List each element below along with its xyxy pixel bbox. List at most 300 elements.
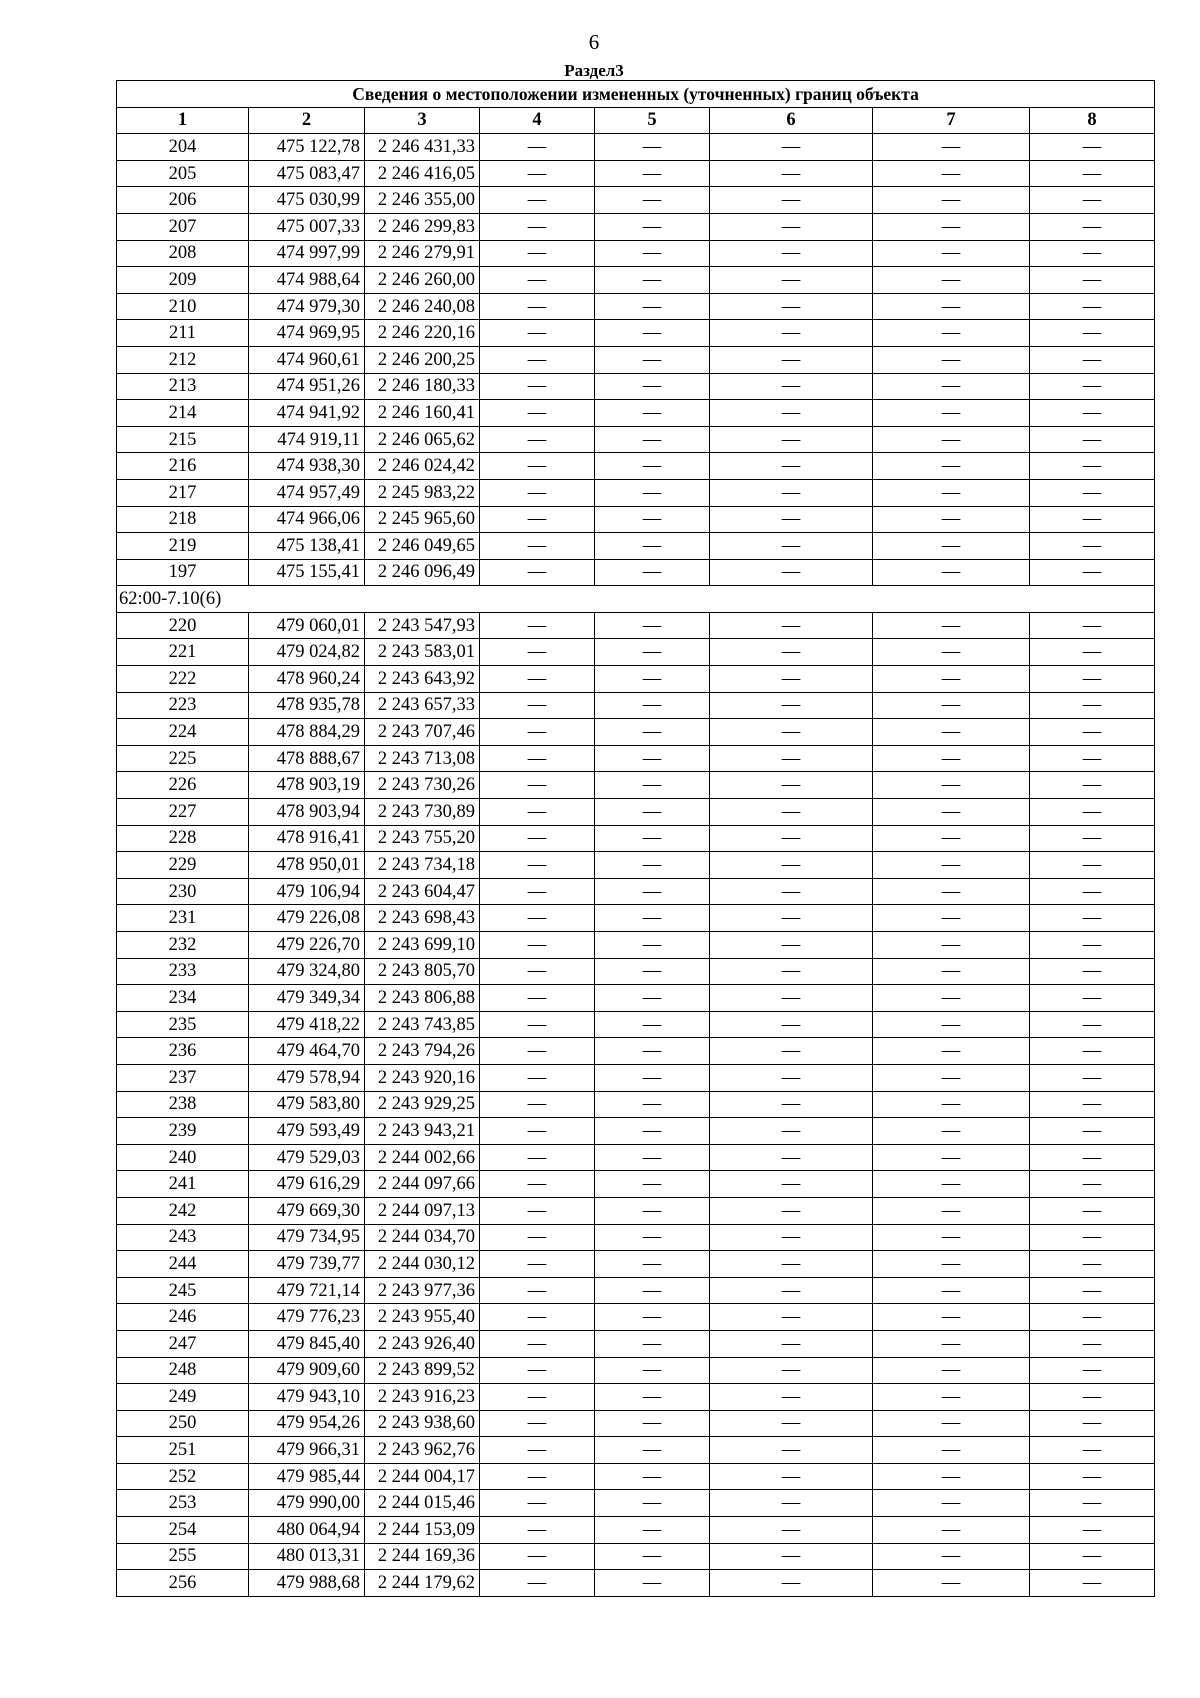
empty-mark-cell: —: [480, 1437, 595, 1464]
y-coordinate-cell: 2 244 030,12: [365, 1251, 480, 1278]
table-head: [117, 81, 1155, 134]
empty-mark-cell: —: [595, 240, 710, 267]
point-number-cell: 218: [117, 506, 249, 533]
empty-mark-cell: —: [1030, 346, 1155, 373]
x-coordinate-cell: 479 324,80: [249, 958, 365, 985]
point-number-cell: 239: [117, 1118, 249, 1145]
empty-mark-cell: —: [595, 639, 710, 666]
empty-mark-cell: —: [873, 1064, 1030, 1091]
empty-mark-cell: —: [710, 1171, 873, 1198]
table-row: [117, 878, 1155, 905]
table-row: [117, 1490, 1155, 1517]
x-coordinate-cell: 474 979,30: [249, 293, 365, 320]
empty-mark-cell: —: [480, 719, 595, 746]
empty-mark-cell: —: [710, 479, 873, 506]
x-coordinate-cell: 478 916,41: [249, 825, 365, 852]
table-row: [117, 1197, 1155, 1224]
table-body: [117, 134, 1155, 1597]
empty-mark-cell: —: [595, 1197, 710, 1224]
empty-mark-cell: —: [873, 453, 1030, 480]
table-row: [117, 1038, 1155, 1065]
empty-mark-cell: —: [710, 1277, 873, 1304]
column-header-6: 6: [710, 107, 873, 134]
empty-mark-cell: —: [1030, 932, 1155, 959]
empty-mark-cell: —: [873, 160, 1030, 187]
y-coordinate-cell: 2 246 096,49: [365, 559, 480, 586]
empty-mark-cell: —: [480, 506, 595, 533]
x-coordinate-cell: 474 951,26: [249, 373, 365, 400]
x-coordinate-cell: 479 106,94: [249, 878, 365, 905]
x-coordinate-cell: 478 950,01: [249, 852, 365, 879]
empty-mark-cell: —: [710, 400, 873, 427]
y-coordinate-cell: 2 244 097,13: [365, 1197, 480, 1224]
y-coordinate-cell: 2 243 734,18: [365, 852, 480, 879]
empty-mark-cell: —: [480, 1091, 595, 1118]
empty-mark-cell: —: [595, 1330, 710, 1357]
empty-mark-cell: —: [595, 1251, 710, 1278]
x-coordinate-cell: 475 122,78: [249, 134, 365, 161]
empty-mark-cell: —: [1030, 1357, 1155, 1384]
y-coordinate-cell: 2 246 416,05: [365, 160, 480, 187]
empty-mark-cell: —: [595, 1357, 710, 1384]
empty-mark-cell: —: [595, 1543, 710, 1570]
x-coordinate-cell: 474 966,06: [249, 506, 365, 533]
empty-mark-cell: —: [480, 293, 595, 320]
empty-mark-cell: —: [710, 1384, 873, 1411]
empty-mark-cell: —: [710, 1011, 873, 1038]
point-number-cell: 236: [117, 1038, 249, 1065]
empty-mark-cell: —: [480, 373, 595, 400]
x-coordinate-cell: 478 888,67: [249, 745, 365, 772]
empty-mark-cell: —: [480, 1144, 595, 1171]
empty-mark-cell: —: [873, 932, 1030, 959]
table-row: [117, 559, 1155, 586]
point-number-cell: 217: [117, 479, 249, 506]
empty-mark-cell: —: [1030, 1277, 1155, 1304]
empty-mark-cell: —: [873, 267, 1030, 294]
empty-mark-cell: —: [710, 1437, 873, 1464]
empty-mark-cell: —: [710, 1091, 873, 1118]
empty-mark-cell: —: [480, 1038, 595, 1065]
empty-mark-cell: —: [1030, 213, 1155, 240]
empty-mark-cell: —: [710, 1064, 873, 1091]
x-coordinate-cell: 479 226,70: [249, 932, 365, 959]
point-number-cell: 207: [117, 213, 249, 240]
empty-mark-cell: —: [595, 479, 710, 506]
empty-mark-cell: —: [873, 745, 1030, 772]
empty-mark-cell: —: [480, 1277, 595, 1304]
empty-mark-cell: —: [595, 267, 710, 294]
x-coordinate-cell: 479 464,70: [249, 1038, 365, 1065]
empty-mark-cell: —: [1030, 825, 1155, 852]
empty-mark-cell: —: [480, 1197, 595, 1224]
x-coordinate-cell: 475 155,41: [249, 559, 365, 586]
empty-mark-cell: —: [710, 1410, 873, 1437]
x-coordinate-cell: 479 966,31: [249, 1437, 365, 1464]
empty-mark-cell: —: [1030, 1410, 1155, 1437]
table-row: [117, 825, 1155, 852]
y-coordinate-cell: 2 246 160,41: [365, 400, 480, 427]
y-coordinate-cell: 2 243 713,08: [365, 745, 480, 772]
empty-mark-cell: —: [710, 1357, 873, 1384]
point-number-cell: 223: [117, 692, 249, 719]
point-number-cell: 229: [117, 852, 249, 879]
point-number-cell: 253: [117, 1490, 249, 1517]
table-row: [117, 1251, 1155, 1278]
empty-mark-cell: —: [595, 1304, 710, 1331]
empty-mark-cell: —: [873, 506, 1030, 533]
point-number-cell: 241: [117, 1171, 249, 1198]
table-row: [117, 160, 1155, 187]
point-number-cell: 220: [117, 612, 249, 639]
page-number: 6: [588, 30, 600, 54]
empty-mark-cell: —: [595, 799, 710, 826]
x-coordinate-cell: 479 024,82: [249, 639, 365, 666]
empty-mark-cell: —: [480, 666, 595, 693]
point-number-cell: 211: [117, 320, 249, 347]
empty-mark-cell: —: [480, 240, 595, 267]
y-coordinate-cell: 2 243 920,16: [365, 1064, 480, 1091]
empty-mark-cell: —: [595, 825, 710, 852]
x-coordinate-cell: 479 734,95: [249, 1224, 365, 1251]
point-number-cell: 246: [117, 1304, 249, 1331]
y-coordinate-cell: 2 243 806,88: [365, 985, 480, 1012]
y-coordinate-cell: 2 243 938,60: [365, 1410, 480, 1437]
empty-mark-cell: —: [595, 1437, 710, 1464]
empty-mark-cell: —: [595, 612, 710, 639]
empty-mark-cell: —: [480, 932, 595, 959]
empty-mark-cell: —: [480, 1570, 595, 1597]
empty-mark-cell: —: [710, 533, 873, 560]
y-coordinate-cell: 2 246 220,16: [365, 320, 480, 347]
point-number-cell: 230: [117, 878, 249, 905]
x-coordinate-cell: 480 013,31: [249, 1543, 365, 1570]
x-coordinate-cell: 479 776,23: [249, 1304, 365, 1331]
empty-mark-cell: —: [595, 134, 710, 161]
table-row: [117, 932, 1155, 959]
empty-mark-cell: —: [873, 639, 1030, 666]
empty-mark-cell: —: [710, 692, 873, 719]
empty-mark-cell: —: [1030, 160, 1155, 187]
point-number-cell: 237: [117, 1064, 249, 1091]
empty-mark-cell: —: [1030, 666, 1155, 693]
empty-mark-cell: —: [595, 772, 710, 799]
empty-mark-cell: —: [710, 666, 873, 693]
point-number-cell: 234: [117, 985, 249, 1012]
empty-mark-cell: —: [1030, 1251, 1155, 1278]
empty-mark-cell: —: [1030, 905, 1155, 932]
y-coordinate-cell: 2 243 547,93: [365, 612, 480, 639]
y-coordinate-cell: 2 243 794,26: [365, 1038, 480, 1065]
empty-mark-cell: —: [710, 852, 873, 879]
empty-mark-cell: —: [710, 958, 873, 985]
y-coordinate-cell: 2 246 355,00: [365, 187, 480, 214]
empty-mark-cell: —: [873, 1011, 1030, 1038]
group-label: 62:00-7.10(6): [117, 586, 1155, 613]
column-header-8: 8: [1030, 107, 1155, 134]
empty-mark-cell: —: [710, 745, 873, 772]
empty-mark-cell: —: [480, 1463, 595, 1490]
table-row: [117, 240, 1155, 267]
empty-mark-cell: —: [873, 825, 1030, 852]
empty-mark-cell: —: [595, 187, 710, 214]
empty-mark-cell: —: [873, 1437, 1030, 1464]
empty-mark-cell: —: [1030, 1570, 1155, 1597]
point-number-cell: 212: [117, 346, 249, 373]
empty-mark-cell: —: [873, 799, 1030, 826]
empty-mark-cell: —: [1030, 187, 1155, 214]
y-coordinate-cell: 2 245 965,60: [365, 506, 480, 533]
x-coordinate-cell: 479 943,10: [249, 1384, 365, 1411]
table-row: [117, 1410, 1155, 1437]
empty-mark-cell: —: [480, 799, 595, 826]
empty-mark-cell: —: [480, 267, 595, 294]
x-coordinate-cell: 479 616,29: [249, 1171, 365, 1198]
empty-mark-cell: —: [1030, 1517, 1155, 1544]
empty-mark-cell: —: [595, 905, 710, 932]
empty-mark-cell: —: [595, 692, 710, 719]
y-coordinate-cell: 2 243 743,85: [365, 1011, 480, 1038]
empty-mark-cell: —: [873, 719, 1030, 746]
empty-mark-cell: —: [710, 612, 873, 639]
empty-mark-cell: —: [710, 213, 873, 240]
empty-mark-cell: —: [1030, 1038, 1155, 1065]
empty-mark-cell: —: [873, 559, 1030, 586]
table-row: [117, 1570, 1155, 1597]
empty-mark-cell: —: [480, 160, 595, 187]
empty-mark-cell: —: [480, 1517, 595, 1544]
y-coordinate-cell: 2 243 643,92: [365, 666, 480, 693]
empty-mark-cell: —: [1030, 1543, 1155, 1570]
x-coordinate-cell: 479 583,80: [249, 1091, 365, 1118]
empty-mark-cell: —: [873, 1330, 1030, 1357]
empty-mark-cell: —: [1030, 453, 1155, 480]
empty-mark-cell: —: [595, 958, 710, 985]
x-coordinate-cell: 474 938,30: [249, 453, 365, 480]
empty-mark-cell: —: [595, 400, 710, 427]
table-row: [117, 1517, 1155, 1544]
empty-mark-cell: —: [480, 878, 595, 905]
empty-mark-cell: —: [873, 905, 1030, 932]
x-coordinate-cell: 478 935,78: [249, 692, 365, 719]
table-row: [117, 1171, 1155, 1198]
empty-mark-cell: —: [873, 1490, 1030, 1517]
y-coordinate-cell: 2 246 065,62: [365, 426, 480, 453]
empty-mark-cell: —: [710, 878, 873, 905]
table-row: [117, 1437, 1155, 1464]
empty-mark-cell: —: [873, 1463, 1030, 1490]
empty-mark-cell: —: [480, 745, 595, 772]
x-coordinate-cell: 474 919,11: [249, 426, 365, 453]
empty-mark-cell: —: [710, 905, 873, 932]
point-number-cell: 245: [117, 1277, 249, 1304]
empty-mark-cell: —: [873, 692, 1030, 719]
y-coordinate-cell: 2 246 260,00: [365, 267, 480, 294]
empty-mark-cell: —: [710, 825, 873, 852]
empty-mark-cell: —: [873, 1517, 1030, 1544]
empty-mark-cell: —: [710, 1517, 873, 1544]
empty-mark-cell: —: [710, 1543, 873, 1570]
y-coordinate-cell: 2 243 955,40: [365, 1304, 480, 1331]
point-number-cell: 238: [117, 1091, 249, 1118]
empty-mark-cell: —: [873, 1118, 1030, 1145]
empty-mark-cell: —: [1030, 1144, 1155, 1171]
table-row: [117, 267, 1155, 294]
empty-mark-cell: —: [1030, 745, 1155, 772]
empty-mark-cell: —: [710, 772, 873, 799]
point-number-cell: 248: [117, 1357, 249, 1384]
empty-mark-cell: —: [480, 639, 595, 666]
empty-mark-cell: —: [595, 1038, 710, 1065]
table-row: [117, 905, 1155, 932]
table-row: [117, 1064, 1155, 1091]
empty-mark-cell: —: [480, 1384, 595, 1411]
table-row: [117, 612, 1155, 639]
point-number-cell: 227: [117, 799, 249, 826]
y-coordinate-cell: 2 243 929,25: [365, 1091, 480, 1118]
table-row: [117, 1118, 1155, 1145]
empty-mark-cell: —: [873, 852, 1030, 879]
table-row: [117, 1144, 1155, 1171]
x-coordinate-cell: 480 064,94: [249, 1517, 365, 1544]
point-number-cell: 254: [117, 1517, 249, 1544]
empty-mark-cell: —: [480, 1357, 595, 1384]
empty-mark-cell: —: [480, 692, 595, 719]
empty-mark-cell: —: [1030, 852, 1155, 879]
y-coordinate-cell: 2 243 962,76: [365, 1437, 480, 1464]
table-row: [117, 293, 1155, 320]
table-row: [117, 453, 1155, 480]
empty-mark-cell: —: [1030, 1171, 1155, 1198]
y-coordinate-cell: 2 246 180,33: [365, 373, 480, 400]
empty-mark-cell: —: [1030, 267, 1155, 294]
empty-mark-cell: —: [873, 985, 1030, 1012]
y-coordinate-cell: 2 244 002,66: [365, 1144, 480, 1171]
column-header-1: 1: [117, 107, 249, 134]
empty-mark-cell: —: [873, 426, 1030, 453]
table-row: [117, 134, 1155, 161]
empty-mark-cell: —: [873, 612, 1030, 639]
empty-mark-cell: —: [710, 320, 873, 347]
empty-mark-cell: —: [1030, 799, 1155, 826]
empty-mark-cell: —: [873, 346, 1030, 373]
y-coordinate-cell: 2 243 698,43: [365, 905, 480, 932]
empty-mark-cell: —: [595, 559, 710, 586]
empty-mark-cell: —: [873, 666, 1030, 693]
empty-mark-cell: —: [595, 932, 710, 959]
table-row: [117, 799, 1155, 826]
empty-mark-cell: —: [873, 134, 1030, 161]
empty-mark-cell: —: [480, 1330, 595, 1357]
empty-mark-cell: —: [873, 1543, 1030, 1570]
group-row: [117, 586, 1155, 613]
empty-mark-cell: —: [710, 1144, 873, 1171]
y-coordinate-cell: 2 244 169,36: [365, 1543, 480, 1570]
x-coordinate-cell: 478 903,94: [249, 799, 365, 826]
empty-mark-cell: —: [1030, 1011, 1155, 1038]
empty-mark-cell: —: [595, 1091, 710, 1118]
empty-mark-cell: —: [710, 719, 873, 746]
empty-mark-cell: —: [480, 825, 595, 852]
empty-mark-cell: —: [1030, 1197, 1155, 1224]
point-number-cell: 247: [117, 1330, 249, 1357]
empty-mark-cell: —: [480, 213, 595, 240]
empty-mark-cell: —: [595, 426, 710, 453]
point-number-cell: 252: [117, 1463, 249, 1490]
empty-mark-cell: —: [1030, 719, 1155, 746]
y-coordinate-cell: 2 244 034,70: [365, 1224, 480, 1251]
empty-mark-cell: —: [480, 612, 595, 639]
table-row: [117, 639, 1155, 666]
y-coordinate-cell: 2 245 983,22: [365, 479, 480, 506]
empty-mark-cell: —: [1030, 1091, 1155, 1118]
x-coordinate-cell: 475 030,99: [249, 187, 365, 214]
empty-mark-cell: —: [480, 1410, 595, 1437]
y-coordinate-cell: 2 244 015,46: [365, 1490, 480, 1517]
empty-mark-cell: —: [710, 453, 873, 480]
table-row: [117, 985, 1155, 1012]
empty-mark-cell: —: [1030, 1490, 1155, 1517]
empty-mark-cell: —: [595, 666, 710, 693]
empty-mark-cell: —: [595, 213, 710, 240]
point-number-cell: 251: [117, 1437, 249, 1464]
x-coordinate-cell: 474 988,64: [249, 267, 365, 294]
empty-mark-cell: —: [873, 293, 1030, 320]
empty-mark-cell: —: [710, 985, 873, 1012]
table-row: [117, 1277, 1155, 1304]
point-number-cell: 213: [117, 373, 249, 400]
table-row: [117, 958, 1155, 985]
table-row: [117, 1463, 1155, 1490]
empty-mark-cell: —: [710, 932, 873, 959]
empty-mark-cell: —: [710, 1490, 873, 1517]
empty-mark-cell: —: [480, 559, 595, 586]
empty-mark-cell: —: [480, 187, 595, 214]
empty-mark-cell: —: [1030, 506, 1155, 533]
point-number-cell: 215: [117, 426, 249, 453]
x-coordinate-cell: 479 578,94: [249, 1064, 365, 1091]
table-row: [117, 213, 1155, 240]
x-coordinate-cell: 479 060,01: [249, 612, 365, 639]
empty-mark-cell: —: [1030, 400, 1155, 427]
empty-mark-cell: —: [873, 187, 1030, 214]
point-number-cell: 224: [117, 719, 249, 746]
empty-mark-cell: —: [595, 1171, 710, 1198]
empty-mark-cell: —: [480, 1304, 595, 1331]
x-coordinate-cell: 479 349,34: [249, 985, 365, 1012]
y-coordinate-cell: 2 246 279,91: [365, 240, 480, 267]
point-number-cell: 222: [117, 666, 249, 693]
empty-mark-cell: —: [1030, 320, 1155, 347]
empty-mark-cell: —: [710, 506, 873, 533]
boundary-coordinates-table: [116, 80, 1155, 1597]
x-coordinate-cell: 475 138,41: [249, 533, 365, 560]
empty-mark-cell: —: [1030, 1064, 1155, 1091]
column-header-2: 2: [249, 107, 365, 134]
empty-mark-cell: —: [710, 1197, 873, 1224]
point-number-cell: 250: [117, 1410, 249, 1437]
y-coordinate-cell: 2 243 755,20: [365, 825, 480, 852]
empty-mark-cell: —: [480, 320, 595, 347]
empty-mark-cell: —: [873, 772, 1030, 799]
empty-mark-cell: —: [873, 1304, 1030, 1331]
empty-mark-cell: —: [595, 878, 710, 905]
point-number-cell: 256: [117, 1570, 249, 1597]
empty-mark-cell: —: [710, 1463, 873, 1490]
table-row: [117, 400, 1155, 427]
point-number-cell: 232: [117, 932, 249, 959]
empty-mark-cell: —: [480, 985, 595, 1012]
